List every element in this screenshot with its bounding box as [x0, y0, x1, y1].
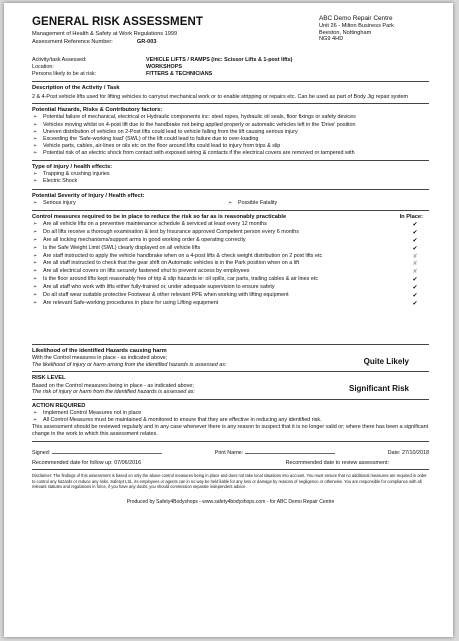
- title-block: [32, 13, 203, 46]
- divider: [32, 441, 429, 442]
- risk-value: Significant Risk: [348, 384, 409, 394]
- footer-credit: Produced by Safety4Bodyshops - www.safety4bodyshops.com - for ABC Demo Repair Centre: [126, 499, 335, 506]
- list-item: ➢ Potential risk of an electric shock from contact with exposed wiring & contacts if the electrical covers are removed or tampered with: [32, 150, 429, 157]
- control-item: [32, 276, 429, 284]
- cross-icon: ✘: [412, 252, 418, 260]
- section-heading: Type of injury / health effects:: [32, 164, 113, 171]
- control-text: ➢ Are all vehicle lifts on a preventive maintenance schedule & serviced at least every 12 months: [43, 220, 267, 227]
- document-header: [32, 13, 429, 46]
- severity-section: [32, 193, 429, 207]
- info-row-location: [32, 64, 429, 71]
- control-item: [32, 260, 429, 268]
- info-label: Location:: [32, 64, 54, 71]
- control-text: ➢ Are relevant Safe-working procedures in place for using Lifting equipment: [43, 299, 219, 306]
- reference-row: [32, 39, 203, 46]
- reference-label: Assessment Reference Number:: [32, 39, 113, 46]
- reference-value: GR-003: [136, 39, 157, 46]
- control-text: ➢ Are all electrical covers on lifts securely fastened shut to prevent access by employees: [43, 268, 250, 275]
- list-item: ➢ Vehicles moving whilst on 4-post lift due to the handbrake not being applied properly or automatic vehicles left in the 'Drive' position: [32, 122, 429, 129]
- info-value: VEHICLE LIFTS / RAMPS (inc: Scissor Lifts & 1-post lifts): [146, 57, 293, 64]
- divider: [32, 81, 429, 82]
- list-item: ➢ Vehicle parts, cables, air-lines or oils etc on the floor around lifts could lead to injury from trips & slip: [32, 143, 429, 150]
- cross-icon: ✘: [412, 268, 418, 276]
- list-item: ➢ Potential failure of mechanical, electrical or Hydraulic components inc: steel ropes, hydraulic oil seals, floor fixings or safety devices: [32, 114, 429, 121]
- control-item: [32, 245, 429, 253]
- section-heading: Potential Severity of Injury / Health effect:: [32, 192, 145, 199]
- followup-label: Recommended date for follow up:: [32, 459, 113, 466]
- divider: [32, 103, 429, 104]
- control-item: [32, 292, 429, 300]
- review-label: Recommended date to review assessment:: [285, 459, 389, 466]
- section-heading: ACTION REQUIRED: [32, 403, 86, 410]
- document-title: GENERAL RISK ASSESSMENT: [32, 16, 203, 28]
- list-item: ➢ Uneven distribution of vehicles on 2-Post lifts could lead to vehicle falling from the lift causing serious injury: [32, 129, 429, 136]
- list-item: ➢ Serious injury: [32, 200, 227, 207]
- hazards-section: [32, 107, 429, 157]
- company-address: [319, 15, 429, 46]
- cross-icon: ✘: [412, 260, 418, 268]
- list-item: ➢ Electric Shock: [32, 178, 429, 185]
- control-text: ➢ Are all locking mechanisms/support arms in good working order & operating correctly: [43, 236, 246, 243]
- action-list: [32, 410, 429, 424]
- info-label: Persons likely to be at risk:: [32, 71, 97, 78]
- disclaimer: Disclaimer: The findings of this assessment is based on only the above control measures being in place and does not take local situations into account. You must ensure that no additional measures are required in order to control any hazards or reduce any risks. Safety4 Ltd., its employees or agents can in no way be held liable for any loss or damage by reasons of negligence or otherwise. You are responsible for compliance with all relevant statutes and regulations in force, if you have any doubt, you should commission separate independent advice.: [32, 473, 427, 489]
- risk-note: The risk of injury or harm from the identified hazards is assessed as:: [32, 389, 195, 396]
- control-text: ➢ Do all staff wear suitable protective Footwear & other relevant PPE when working with lifting equipment: [43, 292, 289, 299]
- control-text: ➢ Are all staff who work with lifts either fully-trained or, under adequate supervision to ensure safety: [43, 284, 275, 291]
- print-name-label: Print Name:: [214, 449, 244, 456]
- control-text: ➢ Do all lifts receive a thorough examination & test by Insurance approved Competent person every 6 months: [43, 228, 299, 235]
- followup-value: 07/06/2016: [114, 459, 142, 466]
- signature-row: [32, 450, 429, 457]
- risk-assessment-page: [4, 3, 453, 637]
- address-line: NG9 4HD: [319, 36, 344, 43]
- list-item: ➢ Possible Fatality: [227, 200, 422, 207]
- risk-level-section: [32, 375, 429, 396]
- company-name: ABC Demo Repair Centre: [319, 15, 393, 22]
- hazards-list: [32, 114, 429, 157]
- date-value: 27/10/2018: [402, 449, 429, 456]
- divider: [32, 344, 429, 345]
- info-label: Activity/task Assessed:: [32, 57, 87, 64]
- control-text: ➢ Are staff instructed to apply the vehicle handbrake when on a 4-post lifts & check weight distribution on 2 post lifts etc: [43, 252, 323, 259]
- info-value: WORKSHOPS: [146, 64, 182, 71]
- likelihood-value: Quite Likely: [363, 356, 409, 366]
- check-icon: ✔: [412, 292, 418, 300]
- divider: [32, 371, 429, 372]
- control-text: ➢ Are all staff instructed to check that the gear shift on Automatic vehicles is in the Park position when on a lift: [43, 260, 300, 267]
- check-icon: ✔: [412, 228, 418, 236]
- likelihood-line: With the Control measures in place - as indicated above;: [32, 354, 168, 361]
- controls-section: [32, 214, 429, 308]
- check-icon: ✔: [412, 220, 418, 228]
- activity-info: [32, 57, 429, 78]
- control-text: ➢ Is the floor around lifts kept reasonably free of trip & slip hazards ie: oil spills, car parts, trailing cables & air lines etc: [43, 276, 319, 283]
- action-section: [32, 403, 429, 438]
- control-item: [32, 229, 429, 237]
- divider: [32, 160, 429, 161]
- check-icon: ✔: [412, 284, 418, 292]
- info-row-persons: [32, 71, 429, 78]
- section-heading: Description of the Activity / Task: [32, 85, 120, 92]
- control-item: [32, 300, 429, 308]
- address-line: Unit 26 - Milton Business Park: [319, 22, 394, 29]
- check-icon: ✔: [412, 299, 418, 307]
- signature-field[interactable]: [52, 453, 162, 454]
- controls-list: [32, 221, 429, 308]
- control-item: [32, 284, 429, 292]
- divider: [32, 210, 429, 211]
- injury-list: [32, 171, 429, 185]
- description-section: [32, 85, 429, 100]
- section-heading: Likelihood of the identified Hazards causing harm: [32, 347, 167, 354]
- control-item: [32, 268, 429, 276]
- severity-list-left: [32, 200, 227, 207]
- list-item: ➢ Implement Control Measures not in place: [32, 410, 429, 417]
- divider: [32, 189, 429, 190]
- address-line: Beeston, Nottingham: [319, 29, 372, 36]
- followup-row: [32, 460, 429, 467]
- control-item: [32, 221, 429, 229]
- review-text: This assessment should be reviewed regularly and in any case whenever there is any reason to suspect that it is no longer valid or; where there has been a significant change in the work to which this assessment relates.: [32, 424, 429, 438]
- injury-section: [32, 164, 429, 185]
- list-item: ➢ Exceeding the 'Safe-working load' (SWL) of the lift could lead to failure due to over-loading: [32, 136, 429, 143]
- signed-label: Signed:: [32, 449, 51, 456]
- section-heading: Potential Hazards, Risks & Contributory factors:: [32, 107, 163, 114]
- likelihood-note: The likelihood of injury or harm arising from the identified hazards is assessed as:: [32, 361, 227, 368]
- likelihood-section: [32, 348, 429, 369]
- divider: [32, 399, 429, 400]
- divider: [32, 469, 429, 470]
- section-heading: RISK LEVEL: [32, 375, 66, 382]
- risk-row: [32, 383, 429, 397]
- regulation-subtitle: Management of Health & Safety at Work Regulations 1999: [32, 31, 178, 38]
- list-item: ➢ All Control Measures must be maintained & monitored to ensure that they are effective in reducing any identified risk.: [32, 417, 429, 424]
- control-item: [32, 253, 429, 261]
- list-item: ➢ Trapping & crushing injuries: [32, 171, 429, 178]
- check-icon: ✔: [412, 244, 418, 252]
- controls-header: [32, 214, 429, 221]
- info-row-activity: [32, 57, 429, 64]
- control-item: [32, 237, 429, 245]
- control-text: ➢ Is the Safe Weight Limit (SWL) clearly displayed on all vehicle lifts: [43, 244, 201, 251]
- check-icon: ✔: [412, 276, 418, 284]
- section-heading: Control measures required to be in place to reduce the risk so far as is reasonably practicable: [32, 213, 287, 220]
- severity-row: [32, 200, 429, 207]
- info-value: FITTERS & TECHNICIANS: [146, 71, 213, 78]
- in-place-heading: In Place:: [399, 213, 423, 220]
- description-text: 2 & 4-Post vehicle lifts used for lifting vehicles to carryout mechanical work or to enable stripping or repairs etc. Can be used as part of Body Jig repair system: [32, 93, 409, 100]
- print-name-field[interactable]: [245, 453, 335, 454]
- likelihood-row: [32, 355, 429, 369]
- risk-line: Based on the Control measures being in place - as indicated above;: [32, 382, 194, 389]
- date-label: Date:: [387, 449, 401, 456]
- check-icon: ✔: [412, 236, 418, 244]
- severity-list-right: [227, 200, 422, 207]
